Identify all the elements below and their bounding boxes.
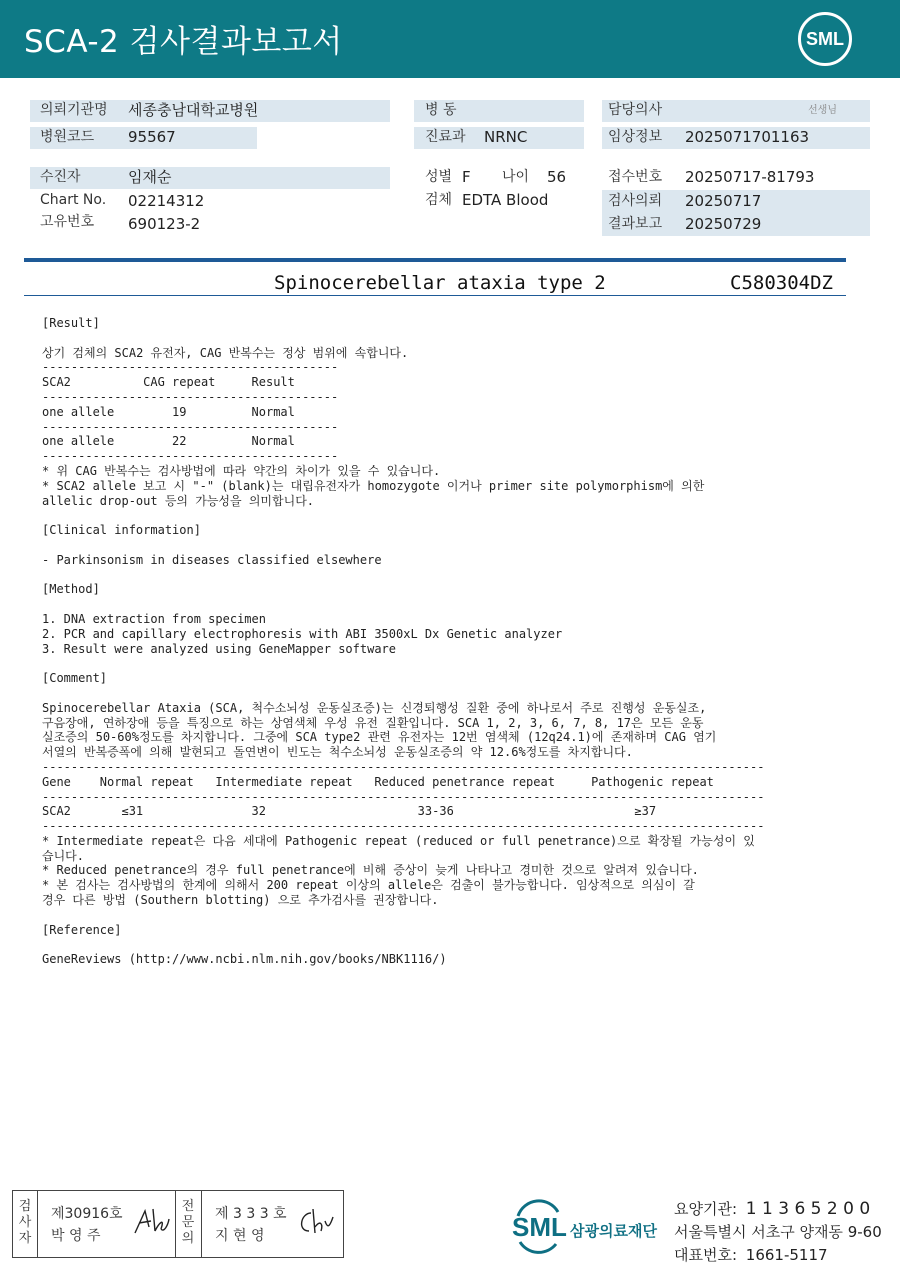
report-line: * 본 검사는 검사방법의 한계에 의해서 200 repeat 이상의 allele은 검출이 불가능합니다. 임상적으로 의심이 갈 [42, 878, 695, 893]
doctor-suffix: 선생님 [808, 105, 837, 116]
age-value: 56 [547, 168, 567, 186]
report-line: * SCA2 allele 보고 시 "-" (blank)는 대립유전자가 homozygote 이거나 primer site polymorphism에 의한 [42, 478, 705, 493]
report-line: ---------------------------------------------------------------------------------------------------- [42, 759, 765, 774]
title-rule-top [24, 258, 846, 262]
specialist-name: 지 현 영 [215, 1228, 265, 1244]
report-line: 1. DNA extraction from specimen [42, 611, 266, 626]
report-line: 상기 검체의 SCA2 유전자, CAG 반복수는 정상 범위에 속합니다. [42, 345, 409, 360]
request-label: 검사의뢰 [608, 193, 663, 209]
report-line [42, 597, 862, 612]
sex-label: 성별 [425, 169, 453, 185]
examiner-vertical-label: 검 사 자 [18, 1199, 32, 1246]
patient-value: 임재순 [128, 168, 172, 186]
sig-divider [201, 1191, 202, 1257]
report-line [42, 508, 862, 523]
specimen-label: 검체 [425, 192, 453, 208]
examiner-license: 제30916호 [51, 1206, 123, 1222]
report-line: [Method] [42, 582, 100, 597]
report-line [42, 568, 862, 583]
receipt-value: 20250717-81793 [685, 168, 815, 186]
phone-line [674, 1244, 828, 1265]
report-line: ---------------------------------------------------------------------------------------------------- [42, 789, 765, 804]
institution-code-label: 요양기관: [674, 1200, 738, 1218]
dept-value: NRNC [484, 128, 528, 146]
institution-code-line [674, 1198, 870, 1219]
institution-value: 세종충남대학교병원 [128, 101, 259, 119]
report-line: Spinocerebellar Ataxia (SCA, 척수소뇌성 운동실조증)는 신경퇴행성 질환 중에 하나로서 주로 진행성 운동실조, [42, 700, 707, 715]
report-line: [Result] [42, 316, 100, 330]
sex-value: F [462, 168, 471, 186]
report-line: ----------------------------------------- [42, 419, 339, 434]
doctor-label: 담당의사 [608, 102, 663, 118]
report-line [42, 656, 862, 671]
sig-divider [37, 1191, 38, 1257]
footer-org-name: 삼광의료재단 [570, 1222, 657, 1240]
test-name: Spinocerebellar ataxia type 2 [274, 272, 606, 294]
report-line [42, 331, 862, 346]
sig-divider [175, 1191, 176, 1257]
report-line: * 위 CAG 반복수는 검사방법에 따라 약간의 차이가 있을 수 있습니다. [42, 463, 441, 478]
unique-id-value: 690123-2 [128, 215, 201, 233]
age-label: 나이 [502, 169, 530, 185]
report-line: SCA2 CAG repeat Result [42, 375, 295, 390]
report-line: GeneReviews (http://www.ncbi.nlm.nih.gov/books/NBK1116/) [42, 952, 447, 967]
request-value: 20250717 [685, 192, 762, 210]
report-line: [Comment] [42, 671, 108, 686]
receipt-label: 접수번호 [608, 169, 663, 185]
report-line: 실조증의 50-60%정도를 차지합니다. 그중에 SCA type2 관련 유전자는 12번 염색체 (12q24.1)에 존재하며 CAG 염기 [42, 730, 717, 745]
patient-label: 수진자 [40, 169, 81, 185]
footer-address: 서울특별시 서초구 양재동 9-60 [674, 1223, 882, 1241]
report-line: SCA2 ≤31 32 33-36 ≥37 [42, 804, 657, 819]
report-line: allelic drop-out 등의 가능성을 의미합니다. [42, 493, 315, 508]
phone-label: 대표번호: [674, 1246, 738, 1264]
institution-label: 의뢰기관명 [40, 102, 108, 118]
report-line: [Reference] [42, 922, 122, 937]
report-line: 3. Result were analyzed using GeneMapper software [42, 641, 397, 656]
report-line: 2. PCR and capillary electrophoresis with ABI 3500xL Dx Genetic analyzer [42, 626, 563, 641]
report-title: SCA-2 검사결과보고서 [24, 24, 343, 60]
header-bar [0, 0, 900, 78]
unique-id-label: 고유번호 [40, 214, 95, 230]
test-code: C580304DZ [730, 272, 833, 294]
report-line: [Clinical information] [42, 523, 201, 538]
specialist-vertical-label: 전 문 의 [181, 1199, 195, 1246]
footer-sml-logo-text: SML [512, 1212, 567, 1242]
signature-box [12, 1190, 344, 1258]
report-line: 서열의 반복증폭에 의해 발현되고 돌연변이 빈도는 척수소뇌성 운동실조증의 약 12.6%정도를 차지합니다. [42, 745, 633, 760]
report-body [42, 316, 862, 967]
specialist-license: 제 3 3 3 호 [215, 1206, 287, 1222]
report-line: ---------------------------------------------------------------------------------------------------- [42, 819, 765, 834]
examiner-signature [131, 1205, 171, 1239]
report-line: ----------------------------------------- [42, 449, 339, 464]
report-date-label: 결과보고 [608, 216, 663, 232]
report-line: 구음장애, 연하장애 등을 특징으로 하는 상염색체 우성 유전 질환입니다. SCA 1, 2, 3, 6, 7, 8, 17은 모든 운동 [42, 715, 704, 730]
report-line: ----------------------------------------- [42, 360, 339, 375]
dept-label: 진료과 [425, 129, 466, 145]
report-line [42, 686, 862, 701]
report-line: * Intermediate repeat은 다음 세대에 Pathogenic repeat (reduced or full penetrance)으로 확장될 가능성이 있 [42, 833, 755, 848]
specimen-value: EDTA Blood [462, 191, 549, 209]
report-line: - Parkinsonism in diseases classified elsewhere [42, 552, 382, 567]
hospital-code-label: 병원코드 [40, 129, 95, 145]
report-line [42, 538, 862, 553]
patient-row-bg [30, 167, 390, 189]
report-line: ----------------------------------------- [42, 389, 339, 404]
report-line: Gene Normal repeat Intermediate repeat Reduced penetrance repeat Pathogenic repeat [42, 774, 714, 789]
report-line [42, 908, 862, 923]
report-date-value: 20250729 [685, 215, 762, 233]
clinical-value: 2025071701163 [685, 128, 810, 146]
sml-logo: SML [798, 12, 852, 66]
report-line: 경우 다른 방법 (Southern blotting) 으로 추가검사를 권장합니다. [42, 893, 439, 908]
chart-no-value: 02214312 [128, 192, 205, 210]
report-line: * Reduced penetrance의 경우 full penetrance에 비해 증상이 늦게 나타나고 경미한 것으로 알려져 있습니다. [42, 863, 699, 878]
ward-label: 병 동 [425, 102, 457, 118]
chart-no-label: Chart No. [40, 192, 107, 208]
report-line [42, 937, 862, 952]
report-line: 습니다. [42, 848, 85, 863]
institution-code-value: 1 1 3 6 5 2 0 0 [745, 1199, 871, 1219]
report-line: one allele 19 Normal [42, 404, 295, 419]
hospital-code-value: 95567 [128, 128, 176, 146]
examiner-name: 박 영 주 [51, 1228, 101, 1244]
title-rule-bottom [24, 295, 846, 296]
phone-value: 1661-5117 [745, 1246, 828, 1264]
clinical-label: 임상정보 [608, 129, 663, 145]
specialist-signature [295, 1205, 337, 1239]
report-line: one allele 22 Normal [42, 434, 295, 449]
